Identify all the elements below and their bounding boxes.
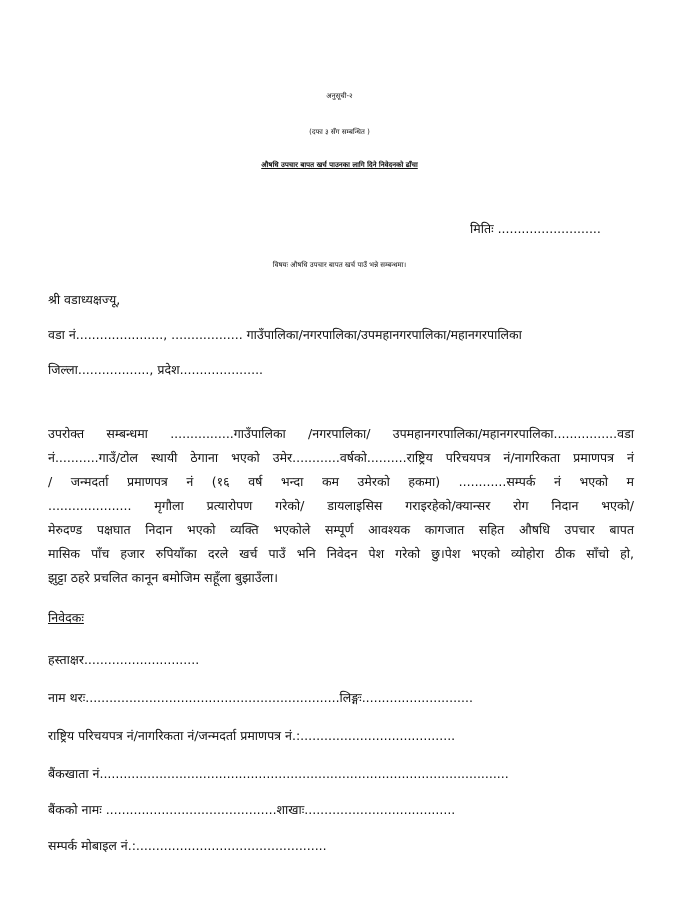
applicant-heading: निवेदकः [48, 610, 84, 625]
body-line-5: मेरुदण्ड पक्षघात निदान भएको व्यक्ति भएकोले सम्पूर्ण आवश्यक कागजात सहित औषधि उपचार बापत [48, 522, 634, 537]
signature-field: हस्ताक्षर............................. [48, 652, 200, 667]
body-line-2: नं...........गाउँ/टोल स्थायी ठेगाना भएको उमेर............वर्षको..........राष्ट्रिय परिचयपत्र नं/नागरिकता प्रमाणपत्र नं [48, 450, 634, 465]
subject-line: विषयः औषधि उपचार बापत खर्च पाउँ भन्ने सम्बन्धमा। [272, 261, 407, 269]
body-line-7: झुट्टा ठहरे प्रचलित कानून बमोजिम सहूँला बुझाउँला। [48, 570, 279, 585]
bank-name-branch-field: बैंकको नामः ...........................................शाखाः...................................... [48, 802, 456, 817]
section-reference: (दफा ३ सँग सम्बन्धित ) [309, 128, 370, 136]
salutation: श्री वडाध्यक्षज्यू, [48, 292, 121, 307]
body-line-4: ..................... मृगौला प्रत्यारोपण गरेको/ डायलाइसिस गराइरहेको/क्यान्सर रोग निदान भएको/ [48, 498, 634, 513]
id-number-field: राष्ट्रिय परिचयपत्र नं/नागरिकता नं/जन्मदर्ता प्रमाणपत्र नं.:....................................... [48, 728, 456, 743]
district-line: जिल्ला.................., प्रदेश..................... [48, 362, 264, 377]
body-line-3: / जन्मदर्ता प्रमाणपत्र नं (१६ वर्ष भन्दा कम उमेरको हकमा) ............सम्पर्क नं भएको म [48, 474, 634, 489]
name-gender-field: नाम थरः................................................................लिङ्गः............................ [48, 690, 473, 705]
form-title: औषधि उपचार बापत खर्च पाउनका लागि दिने निवेदनको ढाँचा [261, 161, 418, 169]
body-line-6: मासिक पाँच हजार रुपियाँका दरले खर्च पाउँ भनि निवेदन पेश गरेको छु।पेश भएको व्योहोरा ठीक साँचो हो, [48, 546, 634, 561]
schedule-number: अनुसूची-२ [326, 92, 353, 100]
mobile-field: सम्पर्क मोबाइल नं.:................................................ [48, 838, 327, 853]
ward-line: वडा नं......................, .................. गाउँपालिका/नगरपालिका/उपमहानगरपालिका/महानगरपालिका [48, 327, 522, 342]
bank-account-field: बैंकखाता नं....................................................................................................... [48, 766, 509, 781]
body-line-1: उपरोक्त सम्बन्धमा ................गाउँपालिका /नगरपालिका/ उपमहानगरपालिका/महानगरपालिका................वडा [48, 426, 634, 441]
date-line: मितिः .......................... [470, 221, 601, 236]
